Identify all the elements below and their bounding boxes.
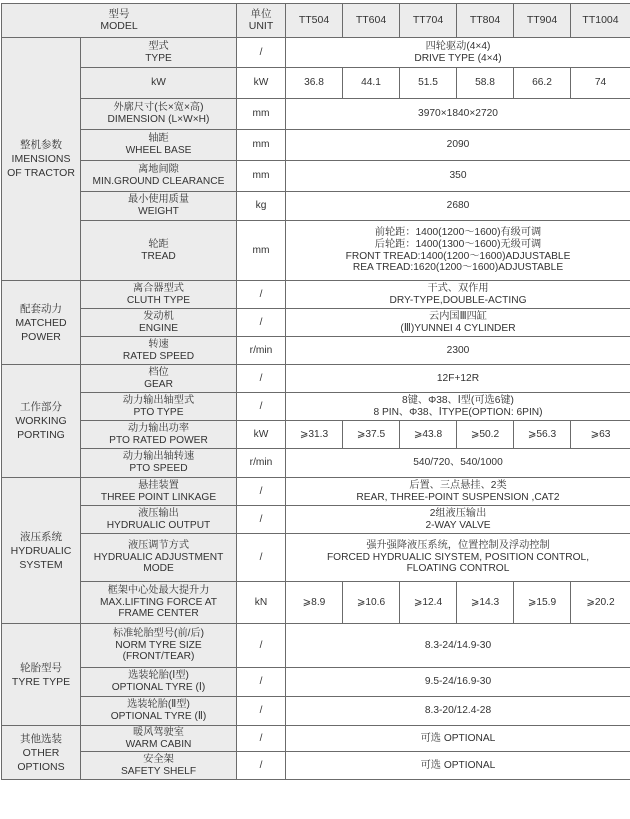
row-value: 2680 xyxy=(286,192,630,221)
row-unit: / xyxy=(237,309,286,337)
row-item-label: 暖风驾驶室 WARM CABIN xyxy=(81,726,237,752)
row-unit: / xyxy=(237,365,286,393)
row-item-label: 轴距 WHEEL BASE xyxy=(81,130,237,161)
table-row xyxy=(2,130,630,161)
row-unit: / xyxy=(237,752,286,780)
row-item-label: 档位 GEAR xyxy=(81,365,237,393)
row-item-label: 动力输出功率 PTO RATED POWER xyxy=(81,421,237,449)
model-col-tt604: TT604 xyxy=(343,4,400,38)
row-item-label: 最小使用质量 WEIGHT xyxy=(81,192,237,221)
table-row xyxy=(2,697,630,726)
table-row xyxy=(2,309,630,337)
model-col-tt1004: TT1004 xyxy=(571,4,630,38)
row-item-label: 选装轮胎(Ⅱ型) OPTIONAL TYRE (Ⅱ) xyxy=(81,697,237,726)
row-item-label: 悬挂装置 THREE POINT LINKAGE xyxy=(81,478,237,506)
row-value-cell: ⩾37.5 xyxy=(343,421,400,449)
row-value: 四轮驱动(4×4) DRIVE TYPE (4×4) xyxy=(286,38,630,68)
table-row xyxy=(2,99,630,130)
row-unit: mm xyxy=(237,130,286,161)
row-value: 可选 OPTIONAL xyxy=(286,752,630,780)
row-unit: / xyxy=(237,281,286,309)
row-unit: r/min xyxy=(237,449,286,478)
table-row xyxy=(2,365,630,393)
model-col-tt804: TT804 xyxy=(457,4,514,38)
row-item-label: 离合器型式 CLUTH TYPE xyxy=(81,281,237,309)
table-row xyxy=(2,478,630,506)
row-unit: / xyxy=(237,534,286,582)
row-item-label: 动力输出轴转速 PTO SPEED xyxy=(81,449,237,478)
group-label: 其他选装 OTHER OPTIONS xyxy=(2,726,81,780)
row-unit: / xyxy=(237,393,286,421)
model-col-tt504: TT504 xyxy=(286,4,343,38)
row-item-label: 动力输出轴型式 PTO TYPE xyxy=(81,393,237,421)
table-row xyxy=(2,337,630,365)
group-label: 轮胎型号 TYRE TYPE xyxy=(2,624,81,726)
row-item-label: 标准轮胎型号(前/后) NORM TYRE SIZE (FRONT/TEAR) xyxy=(81,624,237,668)
row-value: 8键、Φ38、Ⅰ型(可选6键) 8 PIN、Φ38、ⅠTYPE(OPTION: 6PIN) xyxy=(286,393,630,421)
row-value-cell: ⩾20.2 xyxy=(571,582,630,624)
table-row xyxy=(2,449,630,478)
group-label: 整机参数 IMENSIONS OF TRACTOR xyxy=(2,38,81,281)
unit-header: 单位 UNIT xyxy=(237,4,286,38)
row-value: 强升强降液压系统，位置控制及浮动控制 FORCED HYDRUALIC SIYSTEM, POSITION CONTROL, FLOATING CONTROL xyxy=(286,534,630,582)
row-value-cell: ⩾63 xyxy=(571,421,630,449)
row-unit: / xyxy=(237,668,286,697)
model-col-tt904: TT904 xyxy=(514,4,571,38)
row-value: 干式、双作用 DRY-TYPE,DOUBLE-ACTING xyxy=(286,281,630,309)
row-item-label: 发动机 ENGINE xyxy=(81,309,237,337)
row-value-cell: ⩾14.3 xyxy=(457,582,514,624)
row-value: 350 xyxy=(286,161,630,192)
group-label: 配套动力 MATCHED POWER xyxy=(2,281,81,365)
table-row xyxy=(2,192,630,221)
row-value: 12F+12R xyxy=(286,365,630,393)
group-label: 液压系统 HYDRUALIC SYSTEM xyxy=(2,478,81,624)
table-row xyxy=(2,38,630,68)
row-item-label: 离地间隙 MIN.GROUND CLEARANCE xyxy=(81,161,237,192)
row-item-label: 外廓尺寸(长×宽×高) DIMENSION (L×W×H) xyxy=(81,99,237,130)
row-value: 8.3-24/14.9-30 xyxy=(286,624,630,668)
row-value-cell: ⩾12.4 xyxy=(400,582,457,624)
row-value-cell: ⩾10.6 xyxy=(343,582,400,624)
row-value-cell: 44.1 xyxy=(343,68,400,99)
header-row xyxy=(2,4,630,38)
row-value-cell: ⩾31.3 xyxy=(286,421,343,449)
row-value: 前轮距：1400(1200～1600)有级可调 后轮距：1400(1300～1600)无级可调 FRONT TREAD:1400(1200～1600)ADJUSTABLE REA TREAD:1620(1200～1600)ADJUSTABLE xyxy=(286,221,630,281)
row-value-cell: 51.5 xyxy=(400,68,457,99)
row-unit: / xyxy=(237,506,286,534)
row-value: 可选 OPTIONAL xyxy=(286,726,630,752)
row-unit: / xyxy=(237,38,286,68)
row-unit: kN xyxy=(237,582,286,624)
row-value: 2090 xyxy=(286,130,630,161)
row-item-label: 轮距 TREAD xyxy=(81,221,237,281)
table-row xyxy=(2,281,630,309)
row-unit: / xyxy=(237,624,286,668)
row-item-label: 选装轮胎(Ⅰ型) OPTIONAL TYRE (Ⅰ) xyxy=(81,668,237,697)
row-value-cell: 74 xyxy=(571,68,630,99)
row-unit: mm xyxy=(237,221,286,281)
row-item-label: 安全架 SAFETY SHELF xyxy=(81,752,237,780)
table-row xyxy=(2,726,630,752)
row-item-label: 型式 TYPE xyxy=(81,38,237,68)
row-value-cell: 36.8 xyxy=(286,68,343,99)
row-value-cell: 58.8 xyxy=(457,68,514,99)
table-row xyxy=(2,221,630,281)
row-value-cell: 66.2 xyxy=(514,68,571,99)
row-value: 8.3-20/12.4-28 xyxy=(286,697,630,726)
row-item-label: kW xyxy=(81,68,237,99)
row-value: 9.5-24/16.9-30 xyxy=(286,668,630,697)
table-row xyxy=(2,506,630,534)
row-value-cell: ⩾56.3 xyxy=(514,421,571,449)
model-col-tt704: TT704 xyxy=(400,4,457,38)
row-unit: / xyxy=(237,697,286,726)
row-value-cell: ⩾50.2 xyxy=(457,421,514,449)
row-value: 后置、三点悬挂、2类 REAR, THREE-POINT SUSPENSION ,CAT2 xyxy=(286,478,630,506)
table-row xyxy=(2,668,630,697)
row-unit: mm xyxy=(237,161,286,192)
row-unit: mm xyxy=(237,99,286,130)
row-unit: r/min xyxy=(237,337,286,365)
table-row xyxy=(2,582,630,624)
table-row xyxy=(2,624,630,668)
row-unit: / xyxy=(237,478,286,506)
row-value: 540/720、540/1000 xyxy=(286,449,630,478)
row-value: 3970×1840×2720 xyxy=(286,99,630,130)
row-item-label: 液压调节方式 HYDRUALIC ADJUSTMENT MODE xyxy=(81,534,237,582)
row-unit: kW xyxy=(237,68,286,99)
group-label: 工作部分 WORKING PORTING xyxy=(2,365,81,478)
table-row xyxy=(2,534,630,582)
spec-body xyxy=(2,38,630,780)
table-row xyxy=(2,421,630,449)
row-value: 2300 xyxy=(286,337,630,365)
row-item-label: 框架中心处最大提升力 MAX.LIFTING FORCE AT FRAME CENTER xyxy=(81,582,237,624)
model-header: 型号 MODEL xyxy=(2,4,237,38)
row-value-cell: ⩾8.9 xyxy=(286,582,343,624)
row-item-label: 液压输出 HYDRUALIC OUTPUT xyxy=(81,506,237,534)
row-unit: / xyxy=(237,726,286,752)
row-item-label: 转速 RATED SPEED xyxy=(81,337,237,365)
row-unit: kg xyxy=(237,192,286,221)
table-row xyxy=(2,752,630,780)
spec-table xyxy=(1,3,630,780)
table-row xyxy=(2,393,630,421)
table-row xyxy=(2,68,630,99)
row-unit: kW xyxy=(237,421,286,449)
table-row xyxy=(2,161,630,192)
row-value: 2组液压输出 2-WAY VALVE xyxy=(286,506,630,534)
row-value-cell: ⩾15.9 xyxy=(514,582,571,624)
row-value-cell: ⩾43.8 xyxy=(400,421,457,449)
row-value: 云内国Ⅲ四缸 (Ⅲ)YUNNEI 4 CYLINDER xyxy=(286,309,630,337)
